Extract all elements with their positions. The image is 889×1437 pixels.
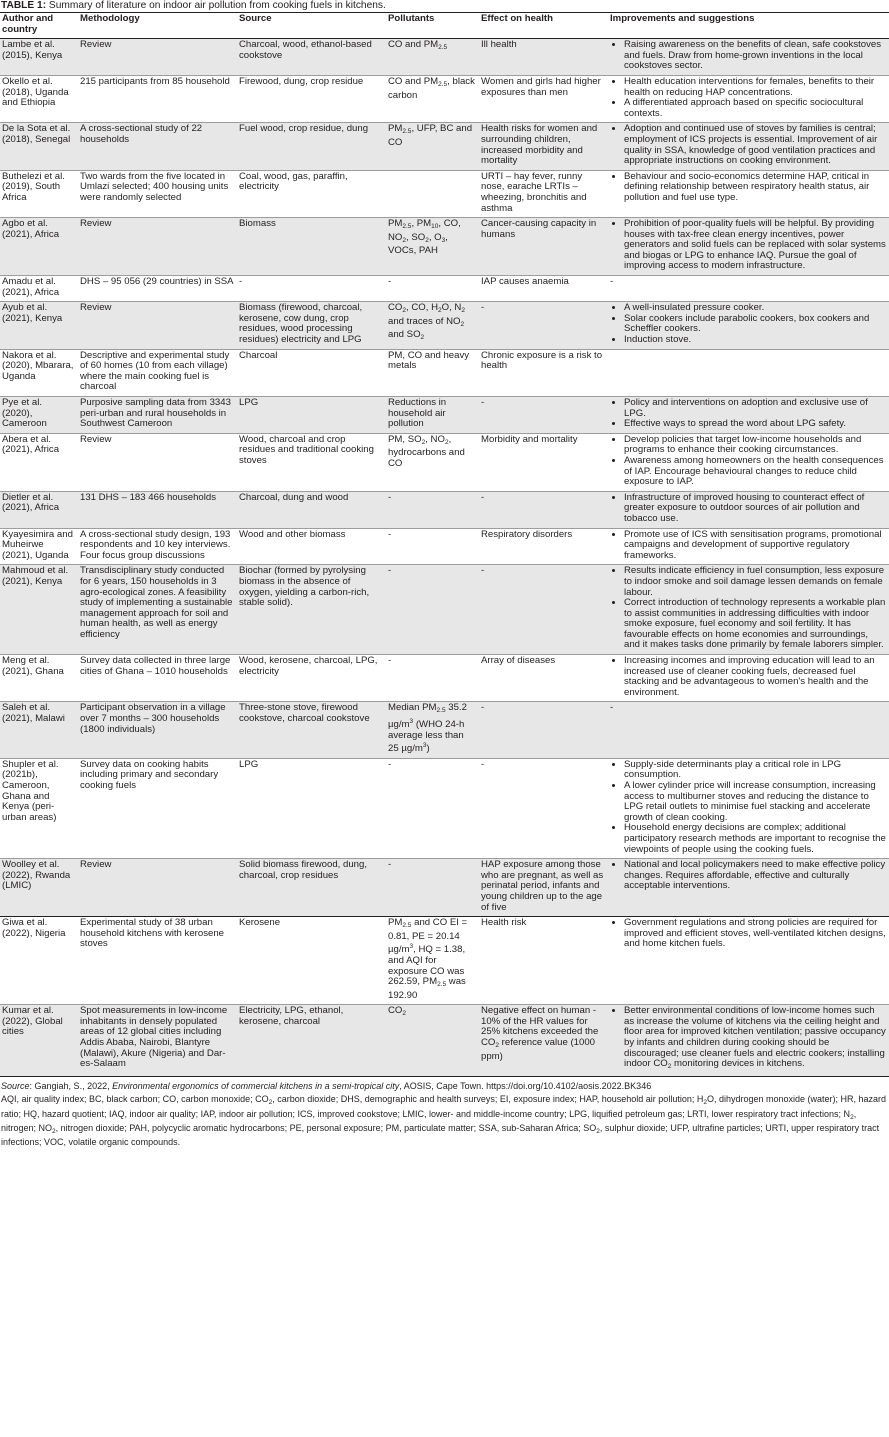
cell-source: Electricity, LPG, ethanol, kerosene, charcoal [237, 1005, 386, 1077]
cell-author: Nakora et al. (2020), Mbarara, Uganda [0, 349, 78, 396]
cell-source: Wood and other biomass [237, 528, 386, 565]
cell-effect: IAP causes anaemia [479, 276, 608, 302]
improvement-item: • Correct introduction of technology represents a workable plan to assist communities in addressing difficulties with indoor smoke exposure, fuel economy and soil fertility. It has favourable effects on home economies and surroundings, and it makes tasks done primarily by female laborers simpler. [624, 598, 886, 651]
cell-pollutants: - [386, 528, 479, 565]
cell-methodology: Review [78, 302, 237, 349]
table-row [0, 758, 889, 858]
cell-methodology: Survey data on cooking habits including primary and secondary cooking fuels [78, 758, 237, 858]
table-row [0, 655, 889, 702]
improvements-list [610, 530, 886, 562]
cell-methodology: 131 DHS – 183 466 households [78, 491, 237, 528]
improvement-item: • Raising awareness on the benefits of clean, safe cookstoves and fuels. Draw from home-grown inventions in the local cookstoves sector. [624, 40, 886, 72]
cell-author: Kyayesimira and Muheirwe (2021), Uganda [0, 528, 78, 565]
cell-pollutants: - [386, 859, 479, 917]
improvements-list [610, 303, 886, 345]
header-improvements: Improvements and suggestions [608, 13, 889, 39]
cell-pollutants [386, 170, 479, 217]
improvement-item: • Promote use of ICS with sensitisation programs, promotional campaigns and development of supportive regulatory frameworks. [624, 530, 886, 562]
improvement-item: • Policy and interventions on adoption and exclusive use of LPG. [624, 398, 886, 419]
cell-improvements [608, 75, 889, 122]
cell-pollutants: $PM_{2.5}$ and CO EI = 0.81, PE = 20.14 $\mu g/m^3$, HQ = 1.38, and AQI for exposure CO was 262.59, $PM_{2.5}$ was 192.90 [386, 917, 479, 1005]
improvements-list [610, 40, 886, 72]
table-row [0, 1005, 889, 1077]
cell-author: Mahmoud et al. (2021), Kenya [0, 565, 78, 655]
cell-improvements [608, 123, 889, 170]
cell-source: Coal, wood, gas, paraffin, electricity [237, 170, 386, 217]
cell-pollutants: $CO_2$, CO, $H_2O$, $N_2$ and traces of $NO_2$ and $SO_2$ [386, 302, 479, 349]
cell-pollutants: - [386, 491, 479, 528]
cell-source: Fuel wood, crop residue, dung [237, 123, 386, 170]
cell-source: LPG [237, 397, 386, 434]
cell-improvements [608, 491, 889, 528]
cell-improvements [608, 655, 889, 702]
table-row [0, 276, 889, 302]
improvement-item: • Prohibition of poor-quality fuels will be helpful. By providing houses with tax-free clean energy incentives, power generators and solid fuels can be replaced with solar systems and biogas or LPG to enhance IAQ. Pursue the goal of improving access to modern infrastructure. [624, 219, 886, 272]
cell-methodology: DHS – 95 056 (29 countries) in SSA [78, 276, 237, 302]
cell-improvements [608, 565, 889, 655]
cell-methodology: Review [78, 859, 237, 917]
improvement-item: • National and local policymakers need to make effective policy changes. Requires affordable, effective and culturally acceptable interventions. [624, 860, 886, 892]
cell-improvements [608, 39, 889, 76]
table-row [0, 39, 889, 76]
improvements-list [610, 124, 886, 166]
cell-author: Dietler et al. (2021), Africa [0, 491, 78, 528]
cell-methodology: A cross-sectional study design, 193 respondents and 10 key interviews. Four focus group discussions [78, 528, 237, 565]
improvements-list [610, 566, 886, 651]
improvement-item: • Solar cookers include parabolic cookers, box cookers and Scheffler cookers. [624, 314, 886, 335]
cell-improvements [608, 528, 889, 565]
cell-source: Biomass [237, 218, 386, 276]
improvement-item: • Results indicate efficiency in fuel consumption, less exposure to indoor smoke and soil damage lessen demands on female labour. [624, 566, 886, 598]
cell-effect: HAP exposure among those who are pregnant, as well as perinatal period, infants and young children up to the age of five [479, 859, 608, 917]
cell-methodology: Experimental study of 38 urban household kitchens with kerosene stoves [78, 917, 237, 1005]
table-header [0, 13, 889, 39]
cell-methodology: Transdisciplinary study conducted for 6 years, 150 households in 3 agro-ecological zones. A feasibility study of implementing a sustainable management approach for soil and human health, as well as energy efficiency [78, 565, 237, 655]
cell-pollutants: CO and $PM_{2.5}$ [386, 39, 479, 76]
improvement-item: • Household energy decisions are complex; additional participatory research methods are important to recognise the viewpoints of people using the cooking fuels. [624, 823, 886, 855]
cell-author: Pye et al. (2020), Cameroon [0, 397, 78, 434]
table-row [0, 565, 889, 655]
table-row [0, 433, 889, 491]
improvements-list [610, 77, 886, 119]
cell-author: Amadu et al. (2021), Africa [0, 276, 78, 302]
improvement-item: • Health education interventions for females, benefits to their health on reducing HAP concentrations. [624, 77, 886, 98]
cell-improvements [608, 349, 889, 396]
header-source: Source [237, 13, 386, 39]
improvements-list [610, 435, 886, 488]
cell-improvements [608, 1005, 889, 1077]
cell-source: Biomass (firewood, charcoal, kerosene, cow dung, crop residues, wood processing residues) electricity and LPG [237, 302, 386, 349]
cell-source: Wood, kerosene, charcoal, LPG, electricity [237, 655, 386, 702]
cell-pollutants: $CO_2$ [386, 1005, 479, 1077]
cell-author: Woolley et al. (2022), Rwanda (LMIC) [0, 859, 78, 917]
header-row [0, 13, 889, 39]
cell-pollutants: Reductions in household air pollution [386, 397, 479, 434]
literature-table [0, 12, 889, 1077]
table-row [0, 302, 889, 349]
cell-improvements [608, 433, 889, 491]
cell-source: Firewood, dung, crop residue [237, 75, 386, 122]
cell-improvements [608, 917, 889, 1005]
cell-author: Giwa et al. (2022), Nigeria [0, 917, 78, 1005]
cell-effect: - [479, 302, 608, 349]
header-effect: Effect on health [479, 13, 608, 39]
cell-effect: Respiratory disorders [479, 528, 608, 565]
cell-methodology: Review [78, 218, 237, 276]
table-row [0, 859, 889, 917]
improvement-item: • Supply-side determinants play a critical role in LPG consumption. [624, 760, 886, 781]
cell-author: Abera et al. (2021), Africa [0, 433, 78, 491]
cell-pollutants: $PM_{2.5}$, $PM_{10}$, CO, $NO_2$, $SO_2$, $O_3$, VOCs, PAH [386, 218, 479, 276]
improvement-item: • Government regulations and strong policies are required for improved and efficient stoves, well-ventilated kitchen designs, and home kitchen fuels. [624, 918, 886, 950]
improvement-item: • A well-insulated pressure cooker. [624, 303, 886, 314]
improvement-item: • Better environmental conditions of low-income homes such as increase the volume of kitchens via the ceiling height and floor area for improved kitchen ventilation; passive occupancy by infants and children during cooking should be discouraged; use cleaner fuels and electric cookers; installing indoor $CO_2$ monitoring devices in kitchens. [624, 1006, 886, 1073]
cell-effect: Morbidity and mortality [479, 433, 608, 491]
cell-author: Buthelezi et al. (2019), South Africa [0, 170, 78, 217]
cell-improvements [608, 218, 889, 276]
cell-improvements [608, 397, 889, 434]
table-row [0, 218, 889, 276]
cell-methodology: Review [78, 39, 237, 76]
source-suffix: , AOSIS, Cape Town. https://doi.org/10.4102/aosis.2022.BK346 [399, 1080, 652, 1091]
header-author: Author and country [0, 13, 78, 39]
cell-source: Wood, charcoal and crop residues and traditional cooking stoves [237, 433, 386, 491]
cell-author: Agbo et al. (2021), Africa [0, 218, 78, 276]
cell-methodology: Purposive sampling data from 3343 peri-urban and rural households in Southwest Cameroon [78, 397, 237, 434]
cell-effect: - [479, 758, 608, 858]
cell-improvements: - [608, 276, 889, 302]
improvements-list [610, 493, 886, 525]
cell-source: Charcoal, wood, ethanol-based cookstove [237, 39, 386, 76]
cell-methodology: Survey data collected in three large cities of Ghana – 1010 households [78, 655, 237, 702]
cell-author: Kumar et al. (2022), Global cities [0, 1005, 78, 1077]
cell-methodology: Participant observation in a village over 7 months – 300 households (1800 individuals) [78, 702, 237, 758]
improvements-list [610, 760, 886, 855]
cell-improvements [608, 859, 889, 917]
table-row [0, 491, 889, 528]
cell-source: Solid biomass firewood, dung, charcoal, crop residues [237, 859, 386, 917]
cell-methodology: Spot measurements in low-income inhabitants in densely populated areas of 12 global cities including Addis Ababa, Nairobi, Blantyre (Malawi), Akure (Nigeria) and Dar-es-Salaam [78, 1005, 237, 1077]
cell-author: De la Sota et al. (2018), Senegal [0, 123, 78, 170]
cell-effect: Cancer-causing capacity in humans [479, 218, 608, 276]
cell-effect: - [479, 491, 608, 528]
table-row [0, 702, 889, 758]
cell-effect: Health risk [479, 917, 608, 1005]
cell-improvements: - [608, 702, 889, 758]
source-note [1, 1081, 888, 1091]
cell-improvements [608, 170, 889, 217]
caption-text: Summary of literature on indoor air pollution from cooking fuels in kitchens. [46, 0, 386, 11]
cell-methodology: 215 participants from 85 household [78, 75, 237, 122]
cell-effect: - [479, 565, 608, 655]
cell-pollutants: - [386, 565, 479, 655]
cell-author: Shupler et al. (2021b), Cameroon, Ghana and Kenya (peri-urban areas) [0, 758, 78, 858]
improvements-list [610, 219, 886, 272]
cell-effect: Women and girls had higher exposures than men [479, 75, 608, 122]
cell-author: Ayub et al. (2021), Kenya [0, 302, 78, 349]
improvement-item: • Effective ways to spread the word about LPG safety. [624, 419, 886, 430]
cell-improvements [608, 758, 889, 858]
abbreviations-note: AQI, air quality index; BC, black carbon; CO, carbon monoxide; $CO_2$, carbon dioxide; DHS, demographic and health surveys; EI, exposure index; HAP, household air pollution; $H_2O$, dihydrogen monoxide (water); HR, hazard ratio; HQ, hazard quotient; IAQ, indoor air quality; IAP, indoor air pollution; ICS, improved cookstove; LMIC, lower- and middle-income country; LPG, liquified petroleum gas; LRTI, lower respiratory tract infections; $N_2$, nitrogen; $NO_2$, nitrogen dioxide; PAH, polycyclic aromatic hydrocarbons; PE, personal exposure; PM, particulate matter; SSA, sub-Saharan Africa; $SO_2$, sulphur dioxide; UFP, ultrafine particles; URTI, upper respiratory tract infections; VOC, volatile organic compounds. [1, 1094, 887, 1148]
cell-pollutants: - [386, 655, 479, 702]
cell-effect: Ill health [479, 39, 608, 76]
table-row [0, 528, 889, 565]
improvement-item: • A differentiated approach based on specific sociocultural contexts. [624, 98, 886, 119]
cell-pollutants: - [386, 276, 479, 302]
cell-methodology: Review [78, 433, 237, 491]
table-row [0, 75, 889, 122]
cell-pollutants: PM, CO and heavy metals [386, 349, 479, 396]
table-footer [0, 1077, 889, 1148]
cell-author: Saleh et al. (2021), Malawi [0, 702, 78, 758]
table-row [0, 397, 889, 434]
cell-methodology: Two wards from the five located in Umlazi selected; 400 housing units were randomly selected [78, 170, 237, 217]
cell-improvements [608, 302, 889, 349]
improvement-item: • Induction stove. [624, 335, 886, 346]
table-row [0, 170, 889, 217]
table-row [0, 349, 889, 396]
cell-effect: Negative effect on human - 10% of the HR values for 25% kitchens exceeded the $CO_2$ reference value (1000 ppm) [479, 1005, 608, 1077]
table-body [0, 39, 889, 1077]
improvement-item: • Adoption and continued use of stoves by families is central; employment of ICS projects is essential. Improvement of air quality in SSA, knowledge of good ventilation practices and appropriate instructions on cooking environment. [624, 124, 886, 166]
cell-effect: Health risks for women and surrounding children, increased morbidity and mortality [479, 123, 608, 170]
improvements-list [610, 172, 886, 204]
cell-effect: - [479, 397, 608, 434]
improvement-item: • Increasing incomes and improving education will lead to an increased use of cleaner cooking fuels, decreased fuel stacking and be advantageous to women's health and the environment. [624, 656, 886, 698]
source-prefix: : Gangiah, S., 2022, [29, 1080, 113, 1091]
header-pollutants: Pollutants [386, 13, 479, 39]
cell-source: Three-stone stove, firewood cookstove, charcoal cookstove [237, 702, 386, 758]
cell-author: Lambe et al. (2015), Kenya [0, 39, 78, 76]
cell-source: LPG [237, 758, 386, 858]
table-row [0, 917, 889, 1005]
improvement-item: • Awareness among homeowners on the health consequences of IAP. Encourage behavioural changes to reduce child exposure to IAP. [624, 456, 886, 488]
improvements-list [610, 860, 886, 892]
improvements-list [610, 918, 886, 950]
cell-effect: Array of diseases [479, 655, 608, 702]
cell-source: - [237, 276, 386, 302]
source-book-title: Environmental ergonomics of commercial kitchens in a semi-tropical city [112, 1080, 400, 1091]
cell-effect: URTI – hay fever, runny nose, earache LRTIs – wheezing, bronchitis and asthma [479, 170, 608, 217]
improvement-item: • Behaviour and socio-economics determine HAP, critical in defining relationship between respiratory health status, air pollution and fuel use type. [624, 172, 886, 204]
improvements-list [610, 398, 886, 430]
caption-label: TABLE 1: [1, 0, 47, 11]
improvement-item: • Infrastructure of improved housing to counteract effect of greater exposure to outdoor sources of air pollution and tobacco use. [624, 493, 886, 525]
table-row [0, 123, 889, 170]
cell-source: Charcoal, dung and wood [237, 491, 386, 528]
cell-pollutants: - [386, 758, 479, 858]
cell-methodology: A cross-sectional study of 22 households [78, 123, 237, 170]
cell-pollutants: CO and $PM_{2.5}$, black carbon [386, 75, 479, 122]
cell-effect: Chronic exposure is a risk to health [479, 349, 608, 396]
source-label: Source [1, 1080, 30, 1091]
cell-pollutants: $PM_{2.5}$, UFP, BC and CO [386, 123, 479, 170]
cell-source: Kerosene [237, 917, 386, 1005]
cell-pollutants: PM, $SO_2$, $NO_2$, hydrocarbons and CO [386, 433, 479, 491]
header-methodology: Methodology [78, 13, 237, 39]
cell-source: Charcoal [237, 349, 386, 396]
table-caption [0, 0, 889, 12]
improvement-item: • Develop policies that target low-income households and programs to enhance their cooking circumstances. [624, 435, 886, 456]
cell-pollutants: Median $PM_{2.5}$ 35.2 $\mu g/m^3$ (WHO 24-h average less than 25 $\mu g/m^3$) [386, 702, 479, 758]
improvement-item: • A lower cylinder price will increase consumption, increasing access to multiburner stoves and reducing the distance to LPG retail outlets to minimise fuel stacking and accelerate growth of clean cooking. [624, 781, 886, 823]
cell-author: Meng et al. (2021), Ghana [0, 655, 78, 702]
cell-effect: - [479, 702, 608, 758]
cell-source: Biochar (formed by pyrolysing biomass in the absence of oxygen, yielding a carbon-rich, stable solid). [237, 565, 386, 655]
improvements-list [610, 656, 886, 698]
improvements-list [610, 1006, 886, 1073]
cell-author: Okello et al. (2018), Uganda and Ethiopia [0, 75, 78, 122]
cell-methodology: Descriptive and experimental study of 60 homes (10 from each village) where the main cooking fuel is charcoal [78, 349, 237, 396]
